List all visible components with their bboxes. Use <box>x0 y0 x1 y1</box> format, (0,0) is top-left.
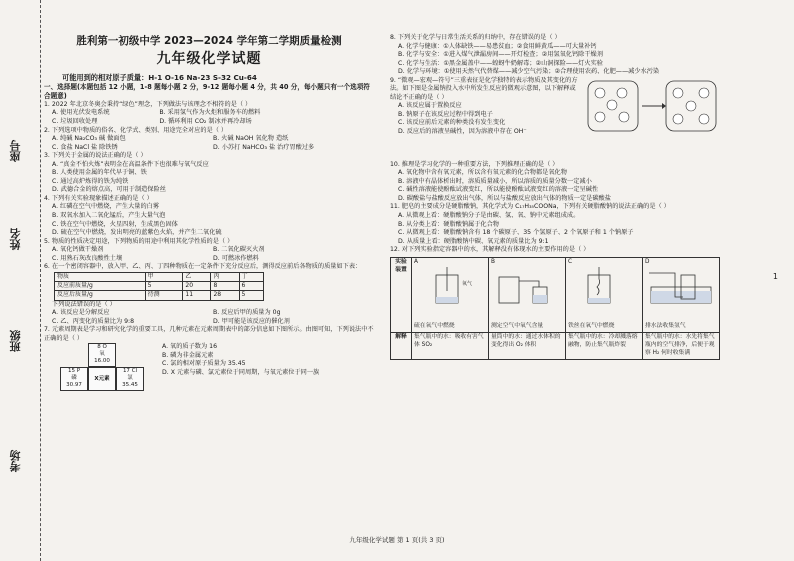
experiment-b <box>489 257 566 332</box>
experiment-caption: 硫在氧气中燃烧 <box>414 322 455 329</box>
option-a: A. 氧化钙做干燥剂 <box>52 246 104 254</box>
element-symbol: P <box>76 368 81 375</box>
table-cell: 丁 <box>239 272 263 281</box>
exam-title: 九年级化学试题 <box>156 51 262 68</box>
option-c: C. 从微观上看：硬脂酸钠含有 18 个碳原子、35 个氢原子、2 个氧原子和 1 个钠原子 <box>398 229 634 237</box>
option-d: D. 武德合金的熔点高，可用于制造保险丝 <box>52 186 166 194</box>
element-name: 氯 <box>127 374 133 381</box>
experiment-table <box>390 257 720 360</box>
question-12 <box>390 246 720 359</box>
option-c: C. 垃圾回收处理 <box>52 118 98 126</box>
option-d: D. 循环利用 CO₂ 制冰并再冷却场 <box>159 118 252 126</box>
atomic-number: 15 <box>67 368 75 375</box>
option-d: D. 碳酸盐与盐酸反应放出气体，所以与盐酸反应放出气体的物质一定是碳酸盐 <box>398 194 611 202</box>
question-2 <box>44 127 374 153</box>
mass-table <box>54 272 264 301</box>
table-row <box>391 332 720 359</box>
question-stem: 11. 肥皂的主要成分是硬脂酸钠，其化学式为 C₁₇H₃₅COONa，下列有关硬脂酸钠的说法正确的是（ ） <box>390 203 670 211</box>
element-cell-chlorine <box>116 367 144 391</box>
option-a: A. 从微观上看：硬脂酸钠分子是由碳、氢、氧、钠中元素组成成。 <box>398 212 580 220</box>
table-cell: 乙 <box>183 272 211 281</box>
element-symbol: Cl <box>131 368 138 375</box>
atomic-mass: 30.97 <box>66 381 82 388</box>
row-header-explanation: 解释 <box>391 332 412 359</box>
experiment-d <box>643 257 720 332</box>
column-letter: C <box>568 258 573 265</box>
option-d: D. 从质量上看：硬脂酸钠中碳、氧元素的质量比为 9:1 <box>398 237 549 245</box>
option-b: B. 人类使用金属的年代早于铜、铁 <box>52 169 147 177</box>
option-c: C. 用熟石灰改良酸性土壤 <box>52 254 123 262</box>
question-4 <box>44 195 374 238</box>
exam-room-label: 考场 <box>9 450 22 472</box>
table-cell: 反应后质量/g <box>55 291 146 300</box>
hydrogen-collection-apparatus <box>645 267 717 319</box>
option-a: A. 氧化物中含有氧元素，所以含有氧元素的化合物都是氧化物 <box>398 169 567 177</box>
question-3 <box>44 152 374 195</box>
explanation-b: 量筒中的水：通过水体积的变化得出 O₂ 体积 <box>489 332 566 359</box>
option-c: C. 碱性溶液能使酚酞试液变红，所以能使酚酞试液变红的溶液一定呈碱性 <box>398 186 599 194</box>
question-7 <box>44 326 374 391</box>
option-d: D. 硫在空气中燃烧，发出明亮的蓝紫色火焰，并产生二氧化硫 <box>52 229 222 237</box>
sulfur-combustion-apparatus <box>414 267 486 319</box>
class-label: 班级 <box>9 330 22 352</box>
option-b: B. 火碱 NaOH 氧化物 造纸 <box>213 135 289 143</box>
atomic-number: 8 <box>97 344 101 351</box>
question-6 <box>44 263 374 326</box>
table-cell: 物质 <box>55 272 146 281</box>
edge-page-mark: 1 <box>772 272 778 281</box>
option-b: B. 溶液中有晶体析出时，溶质质量减小，所以溶质的质量分数一定减小 <box>398 177 592 185</box>
option-a: A. 化学与健康：①人体缺铁——易患贫血；②食用鲜黄瓜——可大量补钙 <box>398 42 597 50</box>
option-b: B. 反应后甲的质量为 0g <box>213 309 281 317</box>
table-cell: 6 <box>239 282 263 291</box>
question-9 <box>390 77 720 161</box>
question-stem: 5. 物质的性质决定用途，下列物质的用途中利用其化学性质的是（ ） <box>44 237 234 245</box>
explanation-a: 集气瓶中的水：吸收有害气体 SO₂ <box>412 332 489 359</box>
column-letter: D <box>645 258 650 265</box>
table-row <box>55 272 264 281</box>
iron-combustion-apparatus <box>568 267 640 319</box>
option-d: D. X 元素与磷、氯元素位于同周期，与氧元素位于同一族 <box>162 369 320 377</box>
question-stem: 9. “微观—宏观—符号”三重表征是化学独特的表示物质及其变化的方法。如下图是金属钠投入水中所发生反应的微观示意图，以下解释或结论不正确的是（ ） <box>390 76 578 101</box>
left-column <box>44 0 374 530</box>
option-a: A. “真金不怕火炼”表明金在高温条件下也很难与氧气反应 <box>52 160 209 168</box>
page-footer: 九年级化学试题 第 1 页(共 3 页) <box>349 536 445 544</box>
school-title: 胜利第一初级中学 2023—2024 学年第二学期质量检测 <box>76 35 342 47</box>
question-stem: 7. 元素周期表是学习和研究化学的重要工具，几种元素在元素周期表中的部分信息如下图所示。由图可知，下列说法中不正确的是（ ） <box>44 326 374 342</box>
option-b: B. 双氧水加入二氧化锰后，产生大量气泡 <box>52 212 166 220</box>
element-cell-x: X元素 <box>88 367 116 391</box>
question-substem: 下列说法错误的是（ ） <box>52 300 116 308</box>
experiment-caption: 铁丝在氧气中燃烧 <box>568 322 615 329</box>
question-11 <box>390 203 720 246</box>
option-c: C. 食盐 NaCl 盐 除铁锈 <box>52 143 118 151</box>
column-letter: A <box>414 258 418 265</box>
table-cell: 20 <box>183 282 211 291</box>
element-name: 氧 <box>99 350 105 357</box>
binding-sidebar <box>0 0 41 561</box>
column-letter: B <box>491 258 495 265</box>
question-8 <box>390 34 720 77</box>
question-stem: 3. 下列关于金属的说法正确的是（ ） <box>44 152 147 160</box>
option-a: A. 该反应属于置换反应 <box>398 102 462 110</box>
question-stem: 10. 推理是学习化学的一种重要方法，下列推理正确的是（ ） <box>390 160 559 168</box>
question-stem: 4. 下列有关实验现象描述正确的是（ ） <box>44 194 153 202</box>
table-cell: 反应前质量/g <box>55 282 146 291</box>
option-c: C. 氯的相对原子质量为 35.45 <box>162 360 246 368</box>
atomic-mass: 16.00 <box>94 357 110 364</box>
seat-number-label: 座号 <box>9 140 22 162</box>
option-a: A. 使用光伏发电系统 <box>52 109 110 117</box>
table-cell: 28 <box>211 291 239 300</box>
option-b: B. 从分类上看：硬脂酸钠属于化合物 <box>398 220 499 228</box>
option-c: C. 通过高炉炼得的铁为纯铁 <box>52 177 129 185</box>
option-c: C. 铁在空气中燃烧，火星四射，生成黑色固体 <box>52 220 178 228</box>
table-cell: 8 <box>211 282 239 291</box>
table-cell: 待测 <box>145 291 183 300</box>
question-stem: 1. 2022 年北京冬奥会秉持“绿色”理念，下列做法与该理念不相符的是（ ） <box>44 100 252 108</box>
option-c: C. 化学与生活：①黑金属盖中——蝗蚜牛奶解毒；②山洞探险——灯火实验 <box>398 59 603 67</box>
option-d: D. 甲可能是该反应的催化剂 <box>213 317 290 325</box>
section-heading: 一、选择题(本题包括 12 小题，1-8 题每小题 2 分，9-12 题每小题 4 分，共 40 分，每小题只有一个选项符合题意) <box>44 82 370 100</box>
element-symbol: O <box>102 344 107 351</box>
option-a: A. 纯碱 Na₂CO₃ 碱 做面包 <box>52 135 126 143</box>
experiment-c <box>566 257 643 332</box>
explanation-c: 集气瓶中的水：冷却溅落熔融物，防止集气瓶炸裂 <box>566 332 643 359</box>
oxygen-content-apparatus <box>491 267 563 319</box>
atomic-number: 17 <box>122 368 130 375</box>
reaction-microscopic-diagram <box>586 77 720 137</box>
element-cell-phosphorus <box>60 367 88 391</box>
table-row <box>55 291 264 300</box>
atomic-mass: 35.45 <box>122 381 138 388</box>
option-a: A. 该反应是分解反应 <box>52 309 110 317</box>
table-cell: 甲 <box>145 272 183 281</box>
experiment-caption: 测定空气中氧气含量 <box>491 322 544 329</box>
option-d: D. 可燃冰作燃料 <box>213 254 259 262</box>
question-stem: 12. 对下列实验指定容器中的水，其解释没有体现水的主要作用的是（ ） <box>390 246 590 254</box>
experiment-caption: 排水法收集氢气 <box>645 322 686 329</box>
question-stem: 6. 在一个密闭容器中，放入甲、乙、丙、丁四种物质在一定条件下充分反应后，测得反应前后各物质的质量如下表： <box>44 263 362 271</box>
table-row <box>55 282 264 291</box>
periodic-table-excerpt <box>52 343 162 391</box>
question-1 <box>44 101 374 127</box>
option-b: B. 钠原子在该反应过程中得到电子 <box>398 110 493 118</box>
table-cell: 丙 <box>211 272 239 281</box>
question-10 <box>390 161 720 204</box>
option-b: B. 化学与安全：①进入煤气泄漏房间——开灯检查；②用氢氧化钙除干燥剂 <box>398 51 603 59</box>
oxygen-label: 氧气 <box>462 280 473 287</box>
right-column <box>390 34 720 514</box>
question-stem: 8. 下列关于化学与日常生活关系的归纳中，存在错误的是（ ） <box>390 34 561 41</box>
option-b: B. 采用氢气作为火炬和服务车的燃料 <box>159 109 261 117</box>
element-cell-oxygen <box>88 343 116 367</box>
option-c: C. 该反应前后元素的种类没有发生变化 <box>398 119 506 127</box>
option-d: D. 小苏打 NaHCO₃ 盐 治疗胃酸过多 <box>213 143 315 151</box>
option-b: B. 磷为非金属元素 <box>162 351 214 359</box>
option-a: A. 氧的质子数为 16 <box>162 343 218 351</box>
row-header-apparatus: 实验装置 <box>391 257 412 332</box>
option-d: D. 反应后的溶液呈碱性，因为溶液中存在 OH⁻ <box>398 128 527 136</box>
atomic-masses: 可能用到的相对原子质量：H-1 O-16 Na-23 S-32 Cu-64 <box>62 72 257 82</box>
name-label: 姓名 <box>9 228 22 250</box>
option-a: A. 红磷在空气中燃烧，产生大量的白雾 <box>52 203 160 211</box>
question-5 <box>44 238 374 264</box>
option-c: C. 乙、丙变化的质量比为 9:8 <box>52 317 135 325</box>
table-cell: 5 <box>239 291 263 300</box>
table-cell: 5 <box>145 282 183 291</box>
option-d: D. 化学与环境：①使用天然气代替煤——减少空气污染；②合理使用农药、化肥——减少水污染 <box>398 68 660 76</box>
experiment-a <box>412 257 489 332</box>
table-cell: 11 <box>183 291 211 300</box>
question-stem: 2. 下列选项中物质的俗名、化学式、类别、用途完全对应的是（ ） <box>44 126 228 134</box>
table-row <box>391 257 720 332</box>
option-b: B. 二氧化碳灭火剂 <box>213 246 265 254</box>
element-name: 磷 <box>71 374 77 381</box>
explanation-d: 集气瓶中的水：水先将集气瓶内的空气排净，后便于观察 H₂ 何时收集满 <box>643 332 720 359</box>
